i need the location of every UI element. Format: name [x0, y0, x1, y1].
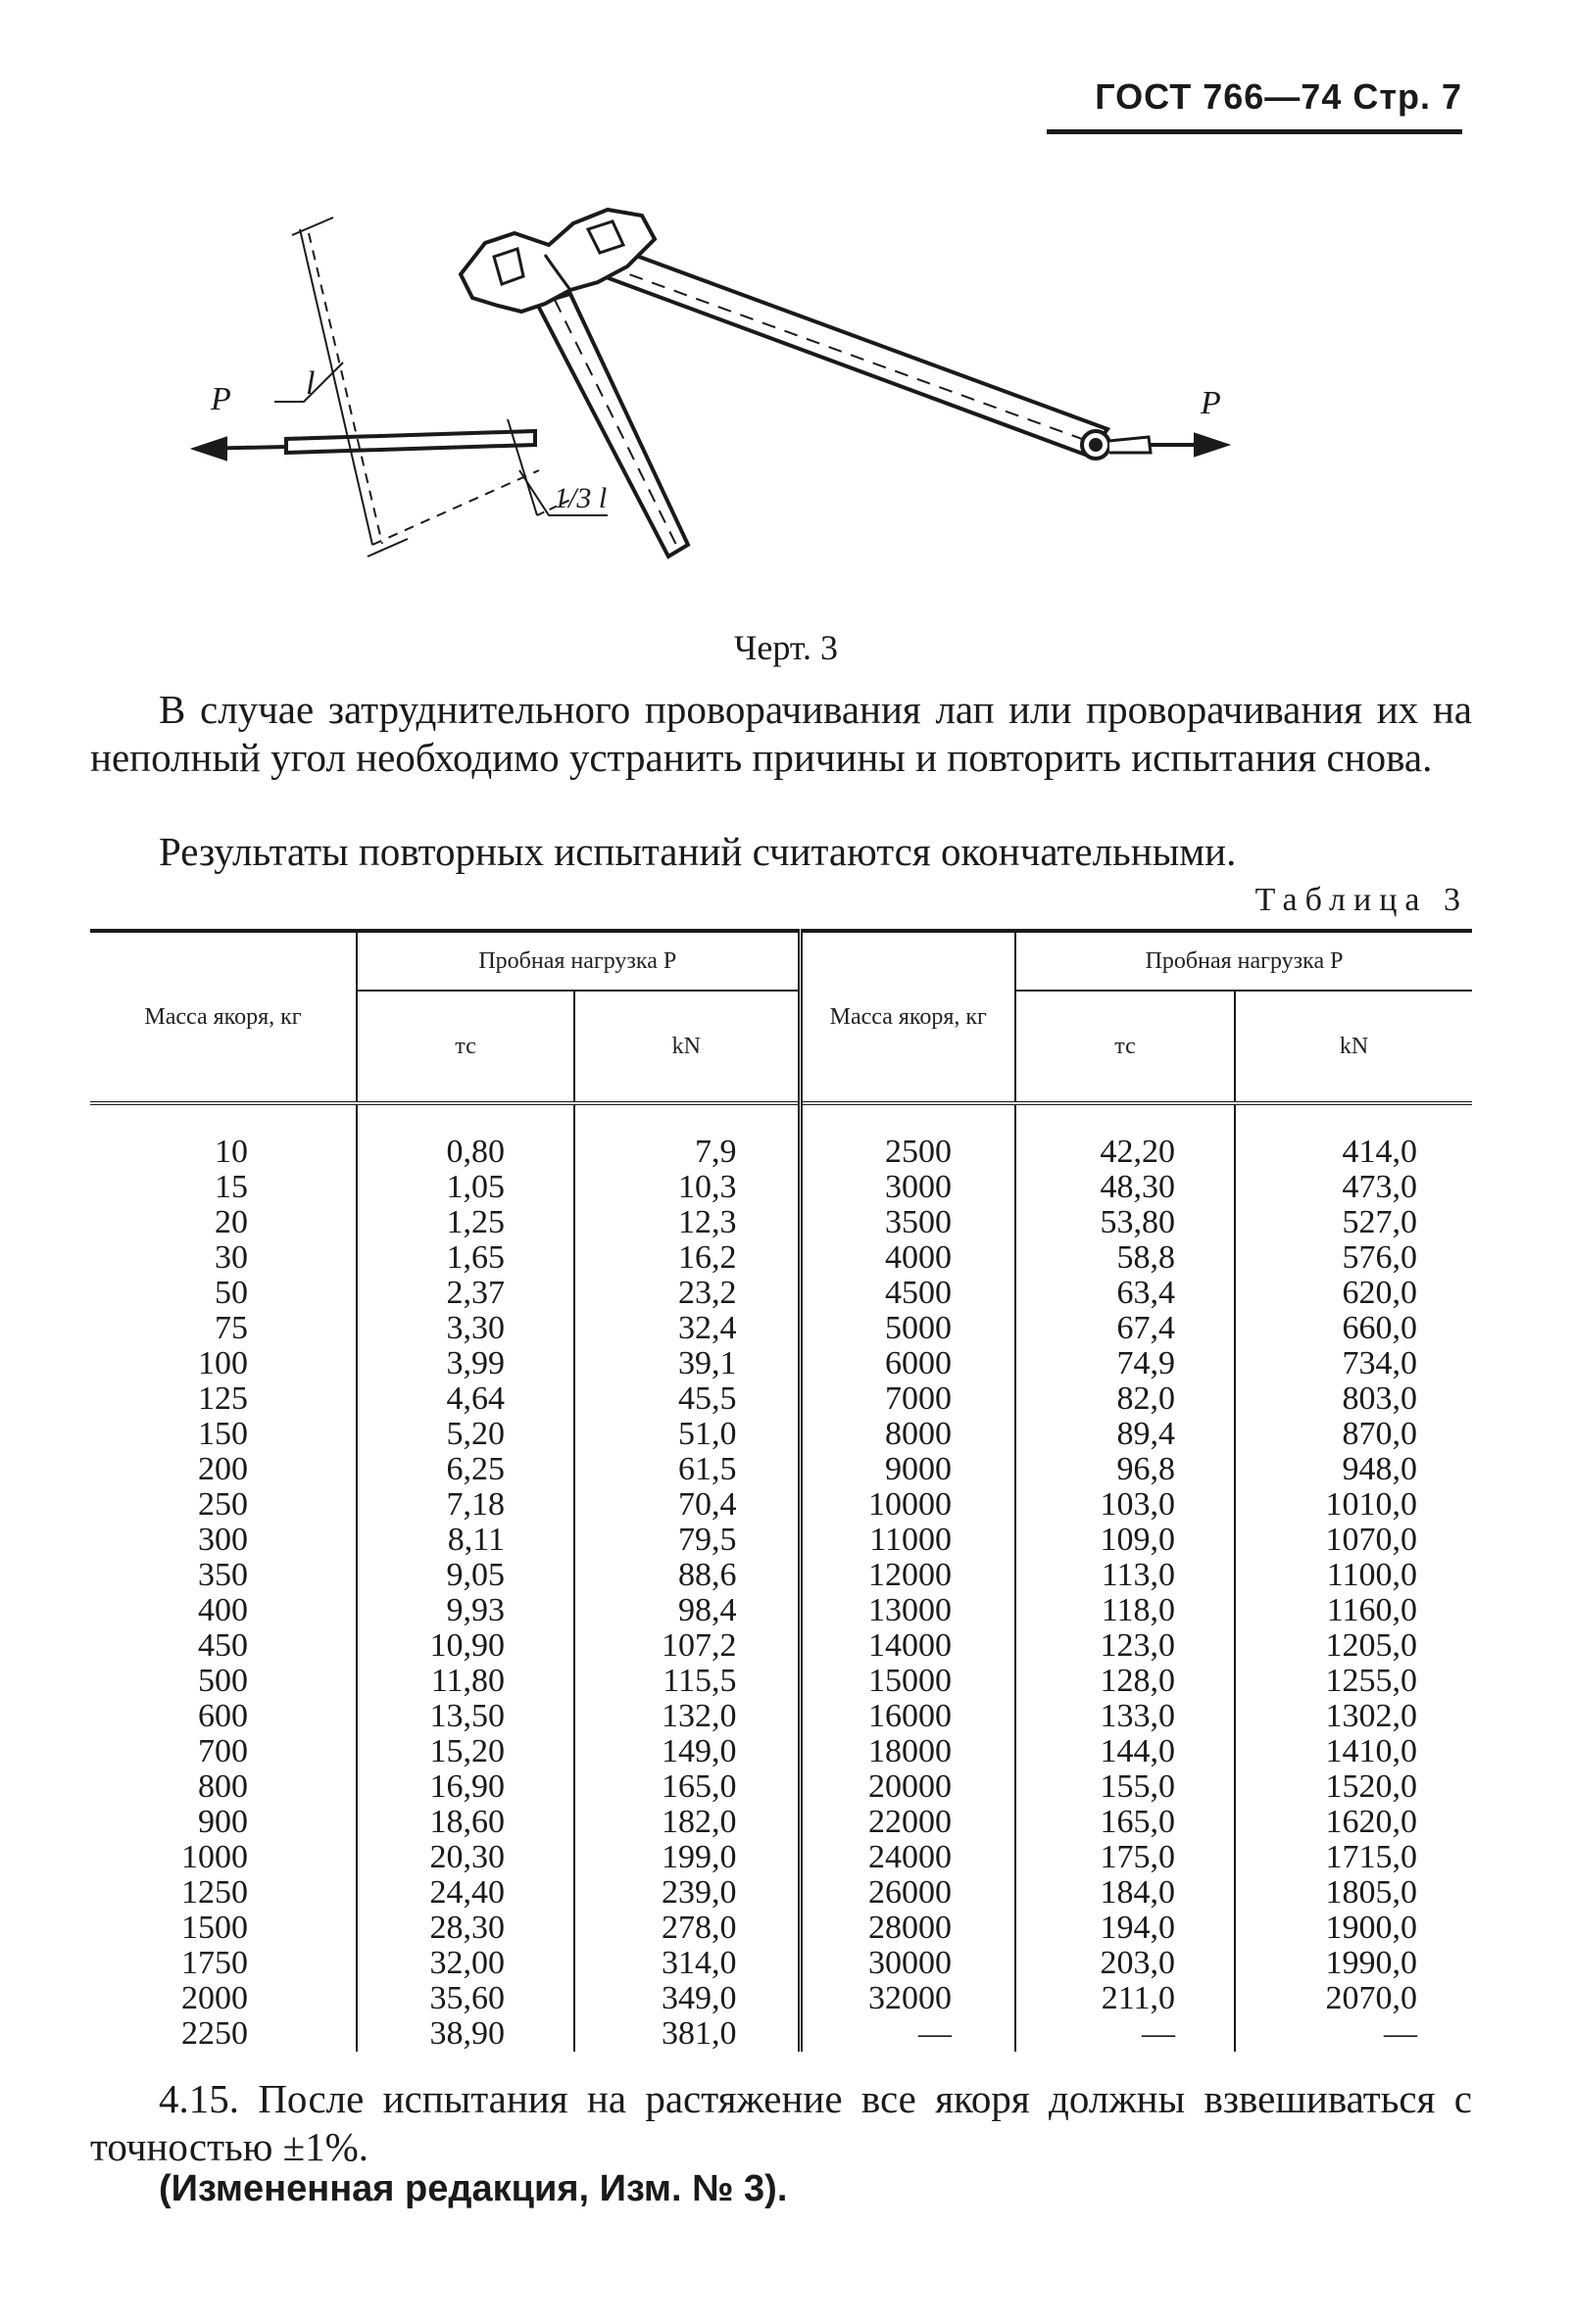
cell-kn: 32,4: [574, 1311, 800, 1346]
cell-kn-2: 1160,0: [1235, 1593, 1472, 1628]
cell-mass-2: 9000: [800, 1452, 1015, 1487]
cell-kn-2: 803,0: [1235, 1381, 1472, 1417]
table-row: [90, 1734, 1472, 1769]
cell-kn: 278,0: [574, 1911, 800, 1946]
header-tc-2: тс: [1015, 991, 1235, 1103]
table-row: [90, 1276, 1472, 1311]
cell-mass-2: 7000: [800, 1381, 1015, 1417]
paragraph-weighing: 4.15. После испытания на растяжение все якоря должны взвешиваться с точностью ±1%.: [90, 2076, 1472, 2169]
cell-tc-2: 58,8: [1015, 1240, 1235, 1276]
table-row: [90, 1558, 1472, 1593]
cell-mass: 2000: [181, 1980, 248, 2016]
cell-tc-2: 113,0: [1015, 1558, 1235, 1593]
cell-mass: 600: [198, 1698, 248, 1734]
cell-mass-2: 5000: [800, 1311, 1015, 1346]
table-row: [90, 1311, 1472, 1346]
table-row: [90, 1769, 1472, 1805]
cell-tc: 4,64: [357, 1381, 574, 1417]
test-load-table: [90, 929, 1472, 2052]
cell-mass: 125: [198, 1380, 248, 1417]
cell-tc-2: 48,30: [1015, 1170, 1235, 1205]
cell-kn-2: 527,0: [1235, 1205, 1472, 1240]
cell-kn: 132,0: [574, 1699, 800, 1734]
cell-tc-2: 144,0: [1015, 1734, 1235, 1769]
table-row: [90, 1417, 1472, 1452]
cell-kn: 199,0: [574, 1840, 800, 1875]
cell-kn: 115,5: [574, 1664, 800, 1699]
cell-tc: 32,00: [357, 1946, 574, 1981]
cell-kn: 165,0: [574, 1769, 800, 1805]
cell-tc: 16,90: [357, 1769, 574, 1805]
cell-kn-2: 948,0: [1235, 1452, 1472, 1487]
cell-kn: 149,0: [574, 1734, 800, 1769]
cell-mass: 1750: [181, 1945, 248, 1981]
cell-mass-2: 22000: [800, 1805, 1015, 1840]
cell-mass-2: 15000: [800, 1664, 1015, 1699]
table-row: [90, 1105, 1472, 1170]
cell-kn: 98,4: [574, 1593, 800, 1628]
cell-kn-2: —: [1235, 2016, 1472, 2052]
cell-mass: 1000: [181, 1839, 248, 1875]
cell-mass: 200: [198, 1451, 248, 1487]
cell-mass: 500: [198, 1663, 248, 1699]
cell-mass-2: —: [800, 2016, 1015, 2052]
cell-kn-2: 1900,0: [1235, 1911, 1472, 1946]
cell-mass: 150: [198, 1416, 248, 1452]
cell-kn: 88,6: [574, 1558, 800, 1593]
cell-kn-2: 1255,0: [1235, 1664, 1472, 1699]
cell-tc: 38,90: [357, 2016, 574, 2052]
cell-mass: 1500: [181, 1910, 248, 1946]
cell-kn-2: 1520,0: [1235, 1769, 1472, 1805]
cell-kn: 51,0: [574, 1417, 800, 1452]
cell-mass-2: 3000: [800, 1170, 1015, 1205]
cell-kn-2: 1410,0: [1235, 1734, 1472, 1769]
cell-tc-2: 184,0: [1015, 1875, 1235, 1911]
cell-mass-2: 20000: [800, 1769, 1015, 1805]
cell-tc-2: 67,4: [1015, 1311, 1235, 1346]
cell-kn-2: 1205,0: [1235, 1628, 1472, 1664]
cell-tc: 18,60: [357, 1805, 574, 1840]
table-row: [90, 1981, 1472, 2016]
cell-kn-2: 1070,0: [1235, 1523, 1472, 1558]
cell-mass-2: 30000: [800, 1946, 1015, 1981]
table-row: [90, 1170, 1472, 1205]
cell-mass: 100: [198, 1345, 248, 1381]
cell-kn-2: 576,0: [1235, 1240, 1472, 1276]
header-mass: Масса якоря, кг: [144, 1004, 302, 1030]
cell-kn: 10,3: [574, 1170, 800, 1205]
cell-kn: 23,2: [574, 1276, 800, 1311]
cell-kn-2: 870,0: [1235, 1417, 1472, 1452]
table-row: [90, 1805, 1472, 1840]
cell-mass: 400: [198, 1592, 248, 1628]
cell-kn: 39,1: [574, 1346, 800, 1381]
cell-mass-2: 26000: [800, 1875, 1015, 1911]
cell-mass-2: 11000: [800, 1523, 1015, 1558]
cell-mass-2: 2500: [800, 1105, 1015, 1170]
cell-mass-2: 24000: [800, 1840, 1015, 1875]
cell-kn-2: 660,0: [1235, 1311, 1472, 1346]
paragraph-results: Результаты повторных испытаний считаются окончательными.: [159, 829, 1237, 874]
table-row: [90, 1205, 1472, 1240]
table-row: [90, 2016, 1472, 2052]
header-kn: kN: [574, 991, 800, 1103]
cell-kn: 314,0: [574, 1946, 800, 1981]
cell-kn-2: 620,0: [1235, 1276, 1472, 1311]
header-tc: тс: [357, 991, 574, 1103]
table-row: [90, 1240, 1472, 1276]
cell-tc-2: 133,0: [1015, 1699, 1235, 1734]
anchor-test-drawing: [211, 196, 1294, 617]
cell-kn: 79,5: [574, 1523, 800, 1558]
cell-kn-2: 1990,0: [1235, 1946, 1472, 1981]
table-row: [90, 1523, 1472, 1558]
cell-kn-2: 414,0: [1235, 1105, 1472, 1170]
cell-kn: 70,4: [574, 1487, 800, 1523]
cell-tc: 24,40: [357, 1875, 574, 1911]
cell-tc: 2,37: [357, 1276, 574, 1311]
paragraph-amendment: (Измененная редакция, Изм. № 3).: [159, 2168, 788, 2209]
table-body: [90, 1105, 1472, 2052]
third-length-label: 1/3 l: [554, 482, 608, 514]
cell-tc-2: 96,8: [1015, 1452, 1235, 1487]
table-row: [90, 1946, 1472, 1981]
cell-tc-2: 155,0: [1015, 1769, 1235, 1805]
cell-mass-2: 12000: [800, 1558, 1015, 1593]
cell-mass-2: 18000: [800, 1734, 1015, 1769]
cell-mass: 50: [215, 1275, 248, 1311]
table-row: [90, 1840, 1472, 1875]
cell-mass: 300: [198, 1522, 248, 1558]
header-load-group-2: Пробная нагрузка P: [1015, 931, 1472, 991]
load-table: [90, 929, 1472, 2052]
cell-tc: 9,05: [357, 1558, 574, 1593]
cell-mass: 20: [215, 1204, 248, 1240]
cell-tc: 6,25: [357, 1452, 574, 1487]
table-row: [90, 1628, 1472, 1664]
cell-tc-2: 42,20: [1015, 1105, 1235, 1170]
table-row: [90, 1875, 1472, 1911]
cell-tc: 0,80: [357, 1105, 574, 1170]
cell-tc: 1,65: [357, 1240, 574, 1276]
cell-tc-2: 74,9: [1015, 1346, 1235, 1381]
table-row: [90, 1381, 1472, 1417]
cell-tc-2: 89,4: [1015, 1417, 1235, 1452]
cell-tc: 1,05: [357, 1170, 574, 1205]
table-row: [90, 1487, 1472, 1523]
cell-tc: 8,11: [357, 1523, 574, 1558]
cell-kn: 7,9: [574, 1105, 800, 1170]
cell-kn-2: 1620,0: [1235, 1805, 1472, 1840]
figure-caption: Черт. 3: [734, 628, 838, 667]
cell-tc: 35,60: [357, 1981, 574, 2016]
cell-kn: 381,0: [574, 2016, 800, 2052]
cell-tc: 15,20: [357, 1734, 574, 1769]
cell-kn-2: 1302,0: [1235, 1699, 1472, 1734]
header-mass-2: Масса якоря, кг: [800, 931, 1015, 1103]
cell-tc-2: 123,0: [1015, 1628, 1235, 1664]
cell-mass: 1250: [181, 1874, 248, 1911]
cell-kn-2: 1100,0: [1235, 1558, 1472, 1593]
cell-kn: 16,2: [574, 1240, 800, 1276]
table-row: [90, 1452, 1472, 1487]
cell-kn-2: 734,0: [1235, 1346, 1472, 1381]
cell-mass: 75: [215, 1310, 248, 1346]
cell-kn-2: 1715,0: [1235, 1840, 1472, 1875]
cell-mass-2: 3500: [800, 1205, 1015, 1240]
cell-tc-2: 194,0: [1015, 1911, 1235, 1946]
cell-mass: 450: [198, 1627, 248, 1664]
cell-kn: 107,2: [574, 1628, 800, 1664]
cell-tc: 5,20: [357, 1417, 574, 1452]
cell-mass: 15: [215, 1169, 248, 1205]
cell-mass-2: 28000: [800, 1911, 1015, 1946]
cell-tc-2: 203,0: [1015, 1946, 1235, 1981]
cell-mass-2: 10000: [800, 1487, 1015, 1523]
cell-tc: 11,80: [357, 1664, 574, 1699]
cell-tc: 10,90: [357, 1628, 574, 1664]
table-row: [90, 1699, 1472, 1734]
cell-mass-2: 6000: [800, 1346, 1015, 1381]
cell-kn: 239,0: [574, 1875, 800, 1911]
cell-tc-2: 103,0: [1015, 1487, 1235, 1523]
cell-mass-2: 13000: [800, 1593, 1015, 1628]
table-row: [90, 1346, 1472, 1381]
table-label: Таблица 3: [1254, 882, 1468, 918]
cell-tc: 20,30: [357, 1840, 574, 1875]
length-label: l: [306, 365, 316, 402]
cell-mass-2: 4000: [800, 1240, 1015, 1276]
cell-mass: 250: [198, 1486, 248, 1523]
cell-tc-2: 63,4: [1015, 1276, 1235, 1311]
cell-tc: 3,99: [357, 1346, 574, 1381]
cell-tc-2: —: [1015, 2016, 1235, 2052]
cell-tc-2: 165,0: [1015, 1805, 1235, 1840]
cell-tc: 3,30: [357, 1311, 574, 1346]
cell-kn-2: 2070,0: [1235, 1981, 1472, 2016]
cell-kn: 61,5: [574, 1452, 800, 1487]
cell-tc-2: 109,0: [1015, 1523, 1235, 1558]
cell-kn: 349,0: [574, 1981, 800, 2016]
cell-tc: 7,18: [357, 1487, 574, 1523]
cell-mass: 30: [215, 1239, 248, 1276]
page-header: ГОСТ 766—74 Стр. 7: [1095, 76, 1462, 117]
anchor-diagram: [211, 196, 1294, 617]
header-load-group: Пробная нагрузка P: [357, 931, 800, 991]
cell-tc-2: 211,0: [1015, 1981, 1235, 2016]
cell-mass-2: 16000: [800, 1699, 1015, 1734]
header-rule: [1047, 129, 1462, 134]
cell-tc-2: 82,0: [1015, 1381, 1235, 1417]
cell-tc-2: 128,0: [1015, 1664, 1235, 1699]
table-row: [90, 1911, 1472, 1946]
cell-mass-2: 8000: [800, 1417, 1015, 1452]
cell-tc: 13,50: [357, 1699, 574, 1734]
cell-tc-2: 175,0: [1015, 1840, 1235, 1875]
cell-tc: 1,25: [357, 1205, 574, 1240]
cell-tc-2: 118,0: [1015, 1593, 1235, 1628]
table-row: [90, 1664, 1472, 1699]
cell-kn: 12,3: [574, 1205, 800, 1240]
cell-tc-2: 53,80: [1015, 1205, 1235, 1240]
cell-kn: 182,0: [574, 1805, 800, 1840]
cell-kn: 45,5: [574, 1381, 800, 1417]
right-force-label: P: [1201, 385, 1221, 421]
cell-tc: 28,30: [357, 1911, 574, 1946]
cell-mass: 800: [198, 1768, 248, 1805]
cell-mass: 2250: [181, 2015, 248, 2052]
cell-mass-2: 14000: [800, 1628, 1015, 1664]
header-kn-2: kN: [1235, 991, 1472, 1103]
cell-mass: 700: [198, 1733, 248, 1769]
cell-tc: 9,93: [357, 1593, 574, 1628]
cell-kn-2: 473,0: [1235, 1170, 1472, 1205]
cell-mass: 900: [198, 1804, 248, 1840]
cell-mass: 10: [215, 1134, 248, 1170]
left-force-label: P: [211, 381, 231, 417]
cell-kn-2: 1010,0: [1235, 1487, 1472, 1523]
cell-mass-2: 4500: [800, 1276, 1015, 1311]
cell-mass: 350: [198, 1557, 248, 1593]
cell-kn-2: 1805,0: [1235, 1875, 1472, 1911]
table-row: [90, 1593, 1472, 1628]
cell-mass-2: 32000: [800, 1981, 1015, 2016]
paragraph-rotation: В случае затруднительного проворачивания лап или проворачивания их на неполный угол необходимо устранить причины и повторить испытания снова.: [90, 687, 1472, 780]
